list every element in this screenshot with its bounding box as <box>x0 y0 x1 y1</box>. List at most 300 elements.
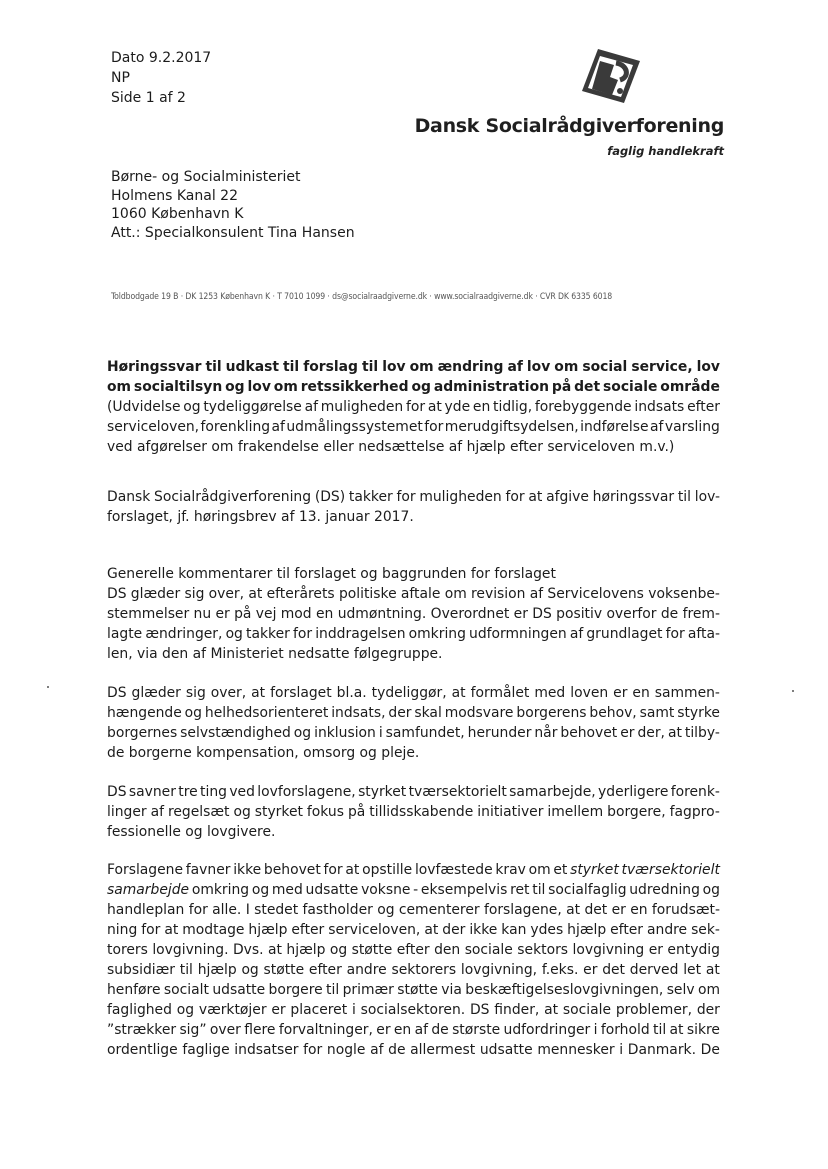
word: til <box>179 962 193 978</box>
word: stedet <box>254 902 299 918</box>
word: over, <box>210 685 247 701</box>
word: revision <box>471 586 526 602</box>
paragraph-line <box>107 980 720 1000</box>
word: med <box>271 882 303 898</box>
word: til <box>677 489 692 505</box>
word: andre <box>346 962 387 978</box>
word: sektorers <box>391 962 457 978</box>
word: ikke <box>233 862 262 878</box>
word: eksempelvis <box>420 882 508 898</box>
word: er <box>648 942 663 958</box>
word: at <box>424 922 439 938</box>
word: en <box>315 606 334 622</box>
word: Dansk <box>107 489 151 505</box>
emphasis-word: styrket <box>570 862 619 878</box>
recipient-address <box>111 168 355 242</box>
word: tilby- <box>684 725 720 741</box>
word: behovet <box>263 862 321 878</box>
word: Overordnet <box>430 606 510 622</box>
word: af <box>650 419 664 435</box>
word: DS <box>107 586 127 602</box>
word: de <box>660 606 679 622</box>
word: let <box>683 962 702 978</box>
word: værktøjer <box>198 1002 267 1018</box>
word: og <box>184 705 202 721</box>
word: udkast <box>225 359 279 375</box>
word: er <box>620 725 635 741</box>
word: lov <box>382 359 406 375</box>
word: Danmark. <box>627 1042 696 1058</box>
word: det <box>574 379 601 395</box>
letter-initials: NP <box>111 70 130 86</box>
subject-detail-line: ved afgørelser om frakendelse eller nedsættelse af hjælp efter serviceloven m.v.) <box>107 439 675 455</box>
word: og <box>225 626 243 642</box>
word: socialt <box>163 982 209 998</box>
word: opstille <box>362 862 413 878</box>
word: af <box>304 399 319 415</box>
word: skal <box>414 705 442 721</box>
word: ning <box>107 922 138 938</box>
paragraph-line <box>107 683 720 703</box>
paragraph-line <box>107 487 720 507</box>
word: for <box>665 626 685 642</box>
word: er <box>271 1002 286 1018</box>
word: indsatser <box>234 1042 299 1058</box>
word: socialsektoren. <box>360 1002 466 1018</box>
paragraph-line: forslaget, jf. høringsbrev af 13. januar 2017. <box>107 509 414 525</box>
word: at <box>267 942 282 958</box>
word: sig <box>184 586 205 602</box>
word: af <box>414 1022 428 1038</box>
word: forslagene, <box>483 902 562 918</box>
word: til <box>205 359 222 375</box>
word: modtage <box>182 922 245 938</box>
word: om <box>409 359 434 375</box>
word: over, <box>208 586 245 602</box>
word: til <box>653 1022 667 1038</box>
word: service, <box>631 359 693 375</box>
word: forvaltninger, <box>278 1022 373 1038</box>
word: handleplan <box>107 902 185 918</box>
word: (DS) <box>314 489 346 505</box>
word: at <box>164 922 179 938</box>
word: ordentlige <box>107 1042 178 1058</box>
word: er <box>613 685 628 701</box>
word: samt <box>639 705 675 721</box>
word: muligheden <box>419 489 502 505</box>
word: udmålingssystemet <box>286 419 423 435</box>
word: og <box>251 882 270 898</box>
word: savner <box>128 784 176 800</box>
word: ret <box>510 882 530 898</box>
word: forslaget <box>270 685 332 701</box>
word: DS <box>107 685 127 701</box>
word: lagte <box>107 626 143 642</box>
word: forenk- <box>670 784 720 800</box>
word: tidlig, <box>493 399 533 415</box>
recipient-line: Børne- og Socialministeriet <box>111 169 301 185</box>
word: serviceloven, <box>328 922 421 938</box>
word: allermest <box>410 1042 476 1058</box>
word: at <box>345 862 360 878</box>
subject-title-line <box>107 357 720 377</box>
emphasis-word: samarbejde <box>107 882 190 898</box>
word: afta- <box>687 626 720 642</box>
word: Socialrådgiverforening <box>154 489 312 505</box>
word: høringssvar <box>592 489 675 505</box>
word: og <box>183 399 201 415</box>
word: yderligere <box>598 784 669 800</box>
word: efter <box>610 922 644 938</box>
organization-tagline: faglig handlekraft <box>607 144 724 158</box>
paragraph-line <box>107 782 720 802</box>
word: det <box>602 962 625 978</box>
word: sociale <box>464 942 513 958</box>
word: tydeliggør, <box>371 685 447 701</box>
paragraph-line <box>107 624 720 644</box>
word: borgere, <box>607 804 666 820</box>
word: tillidsskabende <box>369 804 474 820</box>
word: Høringssvar <box>107 359 202 375</box>
word: og <box>233 804 251 820</box>
word: at <box>528 489 543 505</box>
word: de <box>388 1042 406 1058</box>
letter-meta <box>111 48 211 108</box>
word: retssikkerhed <box>300 379 409 395</box>
word: der <box>442 922 466 938</box>
word: i <box>593 1022 598 1038</box>
paragraph-line: de borgerne kompensation, omsorg og pleje. <box>107 745 420 761</box>
word: Servicelovens <box>547 586 644 602</box>
word: DS <box>532 606 552 622</box>
word: af <box>150 804 164 820</box>
word: hjælp <box>248 922 288 938</box>
word: forhold <box>600 1022 650 1038</box>
word: og <box>225 379 245 395</box>
paragraph-line <box>107 960 720 980</box>
word: - <box>413 882 419 898</box>
word: vej <box>255 606 277 622</box>
word: er <box>513 606 528 622</box>
word: om <box>273 379 298 395</box>
word: område <box>660 379 720 395</box>
word: en <box>472 399 491 415</box>
word: socialtilsyn <box>133 379 223 395</box>
word: efter <box>687 399 720 415</box>
word: mennesker <box>537 1042 615 1058</box>
word: behovet <box>560 725 618 741</box>
word: at <box>544 1002 559 1018</box>
contact-line: Toldbodgade 19 B · DK 1253 København K · T 7010 1099 · ds@socialraadgiverne.dk · www.socialraadgiverne.dk · CVR DK 6335 6018 <box>111 292 613 302</box>
paragraph-3 <box>107 782 720 842</box>
page-number: Side 1 af 2 <box>111 90 186 106</box>
word: er <box>376 1022 391 1038</box>
paragraph-line <box>107 1000 720 1020</box>
word: subsidiær <box>107 962 175 978</box>
word: i <box>378 725 383 741</box>
word: henføre <box>107 982 161 998</box>
word: borgere <box>268 982 323 998</box>
word: via <box>441 982 462 998</box>
word: ændring <box>437 359 504 375</box>
word: DS <box>107 784 127 800</box>
word: af <box>569 626 584 642</box>
word: alle. <box>212 902 242 918</box>
word: for <box>292 626 313 642</box>
word: styrke <box>677 705 720 721</box>
word: efter <box>291 922 325 938</box>
word: forebyggende <box>534 399 632 415</box>
word: for <box>323 862 343 878</box>
word: udsatte <box>479 1042 533 1058</box>
scan-speck <box>792 690 794 692</box>
word: ydes <box>530 922 564 938</box>
letter-date: Dato 9.2.2017 <box>111 50 212 66</box>
section-heading: Generelle kommentarer til forslaget og baggrunden for forslaget <box>107 566 556 582</box>
organization-name: Dansk Socialrådgiverforening <box>414 115 724 137</box>
word: positiv <box>556 606 603 622</box>
word: lov- <box>694 489 720 505</box>
paragraph-line <box>107 802 720 822</box>
word: glæder <box>130 586 181 602</box>
paragraph-line <box>107 1040 720 1060</box>
ds-logo-icon <box>578 47 642 105</box>
word: der <box>696 1002 720 1018</box>
word: at <box>248 586 263 602</box>
word: varsling <box>664 419 720 435</box>
word: nu <box>193 606 212 622</box>
word: formålet <box>470 685 530 701</box>
word: takker <box>246 626 290 642</box>
word: over <box>209 1022 241 1038</box>
paragraph-line <box>107 900 720 920</box>
word: DS <box>469 1002 490 1018</box>
word: faglige <box>182 1042 230 1058</box>
paragraph-line: fessionelle og lovgivere. <box>107 824 276 840</box>
subject-detail-line <box>107 397 720 417</box>
word: det <box>584 902 608 918</box>
word: at <box>667 725 682 741</box>
scan-speck <box>47 686 49 688</box>
word: efter <box>396 942 430 958</box>
word: styrket <box>358 784 407 800</box>
word: grundlaget <box>586 626 663 642</box>
word: er <box>215 606 230 622</box>
word: forslag <box>303 359 358 375</box>
word: er <box>583 962 598 978</box>
word: og <box>176 1002 195 1018</box>
paragraph-line: len, via den af Ministeriet nedsatte følgegruppe. <box>107 646 443 662</box>
word: lovgivning <box>572 942 645 958</box>
paragraph-line <box>107 1020 720 1040</box>
word: hjælp <box>286 942 326 958</box>
word: administration <box>433 379 549 395</box>
word: udformningen <box>469 626 567 642</box>
word: mod <box>280 606 312 622</box>
word: at <box>427 399 442 415</box>
word: er <box>611 902 626 918</box>
word: sek- <box>691 922 720 938</box>
word: indførelse <box>580 419 649 435</box>
word: fagpro- <box>669 804 720 820</box>
general-comments-section <box>107 564 720 664</box>
word: krav <box>495 862 526 878</box>
word: inklusion <box>314 725 376 741</box>
word: imellem <box>547 804 604 820</box>
word: ved <box>229 784 255 800</box>
word: lov <box>696 359 720 375</box>
word: samfundet, <box>385 725 465 741</box>
word: støtte <box>397 982 438 998</box>
word: at <box>451 685 466 701</box>
word: udfordringer <box>503 1022 591 1038</box>
word: for <box>505 489 525 505</box>
word: nogle <box>326 1042 366 1058</box>
word: om <box>444 586 467 602</box>
word: af <box>507 359 523 375</box>
word: samarbejde, <box>509 784 596 800</box>
word: sig” <box>179 1022 207 1038</box>
paragraph-line <box>107 880 720 900</box>
word: frem- <box>682 606 720 622</box>
word: for <box>303 1042 323 1058</box>
paragraph-line <box>107 723 720 743</box>
word: behov, <box>589 705 637 721</box>
word: (Udvidelse <box>107 399 181 415</box>
word: og <box>329 942 348 958</box>
word: modsvare <box>444 705 514 721</box>
word: I <box>245 902 250 918</box>
paragraph-line <box>107 703 720 723</box>
word: flere <box>244 1022 276 1038</box>
word: udmøntning. <box>337 606 427 622</box>
word: regelsæt <box>167 804 230 820</box>
word: et <box>553 862 568 878</box>
word: om <box>107 379 132 395</box>
word: udsatte <box>212 982 266 998</box>
word: kan <box>501 922 527 938</box>
word: borgerens <box>516 705 587 721</box>
word: til <box>283 359 300 375</box>
word: om <box>697 982 720 998</box>
word: støtte <box>351 942 393 958</box>
word: serviceloven, <box>107 419 200 435</box>
word: af <box>370 1042 384 1058</box>
word: udredning <box>629 882 700 898</box>
paragraph-line <box>107 584 720 604</box>
word: glæder <box>131 685 181 701</box>
word: ændringer, <box>145 626 223 642</box>
word: og <box>411 379 431 395</box>
word: der, <box>637 725 665 741</box>
word: omkring <box>191 882 250 898</box>
word: hængende <box>107 705 182 721</box>
emphasis-word: tværsektorielt <box>621 862 720 878</box>
word: på <box>234 606 252 622</box>
word: politiske <box>338 586 397 602</box>
paragraph-line <box>107 920 720 940</box>
paragraph-2 <box>107 683 720 763</box>
word: selv <box>666 982 695 998</box>
word: initiativer <box>477 804 544 820</box>
word: f.eks. <box>541 962 579 978</box>
word: aftale <box>400 586 441 602</box>
word: linger <box>107 804 147 820</box>
word: til <box>532 882 546 898</box>
paragraph-line <box>107 860 720 880</box>
word: andre <box>647 922 688 938</box>
word: i <box>619 1042 624 1058</box>
word: til <box>326 982 340 998</box>
word: overfor <box>606 606 657 622</box>
intro-paragraph <box>107 487 720 527</box>
word: voksenbe- <box>648 586 720 602</box>
word: indsats, <box>331 705 386 721</box>
word: sociale <box>603 379 658 395</box>
word: for <box>424 419 444 435</box>
word: favner <box>185 862 231 878</box>
word: muligheden <box>320 399 404 415</box>
recipient-line: Holmens Kanal 22 <box>111 187 238 204</box>
word: fokus <box>306 804 344 820</box>
word: tydeliggørelse <box>203 399 302 415</box>
word: på <box>347 804 366 820</box>
recipient-line: Att.: Specialkonsulent Tina Hansen <box>111 224 355 241</box>
subject-block <box>107 357 720 457</box>
word: voksne <box>361 882 411 898</box>
word: primær <box>342 982 394 998</box>
word: og <box>702 882 720 898</box>
word: sig <box>185 685 206 701</box>
word: af <box>271 419 285 435</box>
paragraph-line <box>107 940 720 960</box>
word: lovgivning, <box>460 962 538 978</box>
word: udsatte <box>305 882 359 898</box>
word: faglighed <box>107 1002 172 1018</box>
word: i <box>351 1002 356 1018</box>
word: at <box>705 962 720 978</box>
word: social <box>582 359 628 375</box>
word: merudgiftsydelsen, <box>444 419 579 435</box>
word: helhedsorienteret <box>204 705 329 721</box>
word: finder, <box>494 1002 540 1018</box>
word: til <box>362 359 379 375</box>
word: om <box>528 862 551 878</box>
word: hjælp <box>567 922 607 938</box>
word: socialfaglig <box>548 882 627 898</box>
word: for <box>141 922 161 938</box>
word: sammen- <box>654 685 720 701</box>
word: af <box>529 586 544 602</box>
word: for <box>188 902 208 918</box>
word: fastholder <box>302 902 373 918</box>
paragraph-line <box>107 604 720 624</box>
word: tværsektorielt <box>408 784 507 800</box>
word: tre <box>178 784 198 800</box>
subject-title-line <box>107 377 720 397</box>
word: der <box>388 705 412 721</box>
word: Forslagene <box>107 862 184 878</box>
word: entydig <box>667 942 720 958</box>
word: støtte <box>263 962 305 978</box>
word: at <box>669 1022 684 1038</box>
word: og <box>293 725 312 741</box>
word: at <box>566 902 581 918</box>
word: hjælp <box>197 962 237 978</box>
word: herunder <box>467 725 532 741</box>
word: forudsæt- <box>651 902 720 918</box>
word: indsats <box>634 399 685 415</box>
